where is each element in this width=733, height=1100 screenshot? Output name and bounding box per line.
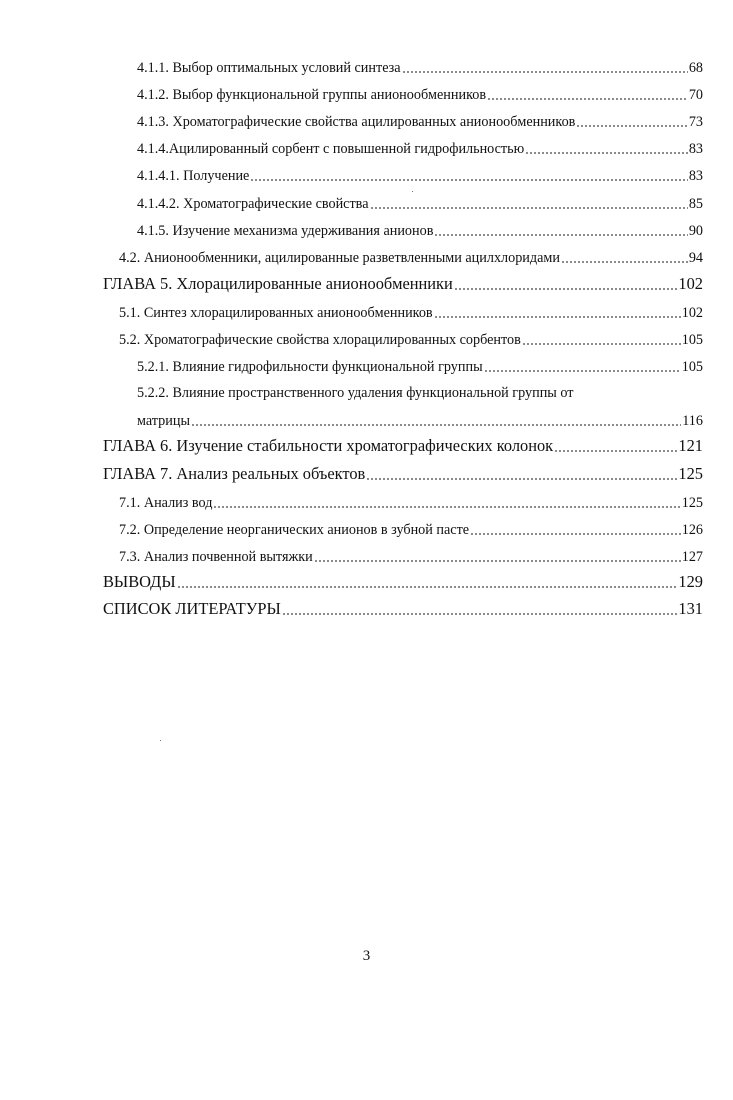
toc-entry-page: 73: [688, 114, 703, 131]
dot-leader: [576, 114, 687, 128]
toc-entry-title: 4.1.2. Выбор функциональной группы анионообменников: [137, 87, 487, 104]
toc-entry-title: ВЫВОДЫ: [103, 572, 176, 592]
toc-entry: [119, 493, 703, 512]
toc-entry-title: 5.1. Синтез хлорацилированных анионообменников: [119, 305, 433, 322]
toc-entry-page: 70: [688, 87, 703, 104]
dot-leader: [191, 413, 681, 427]
toc-entry-title: 5.2. Хроматографические свойства хлорацилированных сорбентов: [119, 332, 521, 349]
toc-entry-title: 5.2.1. Влияние гидрофильности функциональной группы: [137, 359, 483, 376]
dot-leader: [554, 437, 677, 453]
toc-entry: [119, 547, 703, 566]
page-number: 3: [362, 948, 371, 964]
scan-speck: [412, 191, 413, 192]
toc-entry: [137, 85, 703, 104]
toc-entry: [137, 58, 703, 77]
toc-entry: [137, 221, 703, 240]
toc-entry-title: 5.2.2. Влияние пространственного удаления функциональной группы от: [137, 385, 574, 401]
toc-entry-page: 102: [681, 305, 703, 322]
dot-leader: [487, 87, 688, 101]
dot-leader: [522, 332, 681, 346]
toc-entry: [137, 166, 703, 185]
toc-entry-page: 121: [678, 436, 703, 456]
toc-entry-title: ГЛАВА 5. Хлорацилированные анионообменники: [103, 274, 453, 294]
toc-entry: [137, 194, 703, 213]
dot-leader: [484, 359, 681, 373]
toc-entry-title: 4.1.4.1. Получение: [137, 168, 250, 185]
toc-entry-page: 125: [681, 495, 703, 512]
toc-entry-title: ГЛАВА 6. Изучение стабильности хроматографических колонок: [103, 436, 554, 456]
toc-chapter-entry: [103, 273, 703, 294]
toc-entry-title: 7.2. Определение неорганических анионов в зубной пасте: [119, 522, 470, 539]
toc-entry-title: 7.3. Анализ почвенной вытяжки: [119, 549, 313, 566]
toc-entry-page: 94: [688, 250, 703, 267]
toc-entry-title: 4.2. Анионообменники, ацилированные разветвленными ацилхлоридами: [119, 250, 560, 267]
dot-leader: [402, 60, 688, 74]
dot-leader: [213, 495, 680, 509]
dot-leader: [366, 465, 677, 481]
toc-entry-page: 105: [681, 359, 703, 376]
toc-entry: [119, 303, 703, 322]
dot-leader: [470, 522, 681, 536]
dot-leader: [525, 141, 688, 155]
toc-chapter-entry: [103, 435, 703, 456]
toc-chapter-entry: [103, 463, 703, 484]
toc-entry: [137, 357, 703, 376]
toc-entry-page: 68: [688, 60, 703, 77]
toc-entry: [137, 112, 703, 131]
toc-entry: [119, 248, 703, 267]
toc-entry: [137, 411, 703, 430]
scan-speck: [160, 740, 161, 741]
toc-entry-title: 4.1.1. Выбор оптимальных условий синтеза: [137, 60, 401, 77]
toc-entry-page: 105: [681, 332, 703, 349]
toc-entry-title: 4.1.5. Изучение механизма удерживания анионов: [137, 223, 434, 240]
toc-entry-page: 127: [681, 549, 703, 566]
toc-entry-title: 4.1.3. Хроматографические свойства ацилированных анионообменников: [137, 114, 576, 131]
toc-entry: [119, 520, 703, 539]
toc-entry-title: 4.1.4.2. Хроматографические свойства: [137, 196, 369, 213]
toc-chapter-entry: [103, 598, 703, 619]
toc-entry-page: 85: [688, 196, 703, 213]
toc-entry-title: 4.1.4.Ацилированный сорбент с повышенной гидрофильностью: [137, 141, 525, 158]
toc-chapter-entry: [103, 571, 703, 592]
toc-entry-page: 125: [678, 464, 703, 484]
toc-entry-page: 116: [682, 413, 703, 430]
toc-entry-title: СПИСОК ЛИТЕРАТУРЫ: [103, 599, 281, 619]
dot-leader: [250, 168, 687, 182]
dot-leader: [370, 196, 688, 210]
toc-entry-page: 102: [678, 274, 703, 294]
toc-entry-page: 126: [681, 522, 703, 539]
dot-leader: [561, 250, 688, 264]
toc-entry-title: 7.1. Анализ вод: [119, 495, 213, 512]
dot-leader: [434, 223, 687, 237]
toc-entry: [137, 139, 703, 158]
toc-entry-page: 83: [688, 168, 703, 185]
toc-entry-page: 131: [678, 599, 703, 619]
dot-leader: [177, 573, 678, 589]
toc-entry-title: ГЛАВА 7. Анализ реальных объектов: [103, 464, 366, 484]
toc-entry-page: 129: [678, 572, 703, 592]
toc-entry-page: 83: [688, 141, 703, 158]
toc-entry-page: 90: [688, 223, 703, 240]
dot-leader: [454, 275, 678, 291]
toc-entry: [119, 330, 703, 349]
dot-leader: [314, 549, 681, 563]
dot-leader: [434, 305, 681, 319]
dot-leader: [282, 600, 678, 616]
toc-entry-continuation: матрицы: [137, 413, 190, 430]
